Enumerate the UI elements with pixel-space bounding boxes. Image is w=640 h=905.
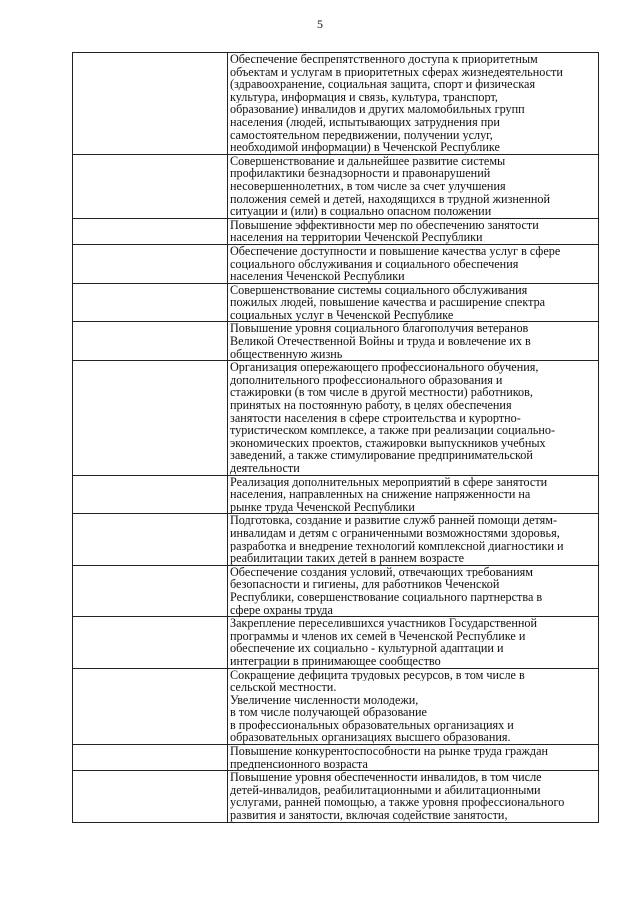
- table-cell-empty: [73, 514, 228, 565]
- table-cell-empty: [73, 361, 228, 475]
- goal-text-line: Великой Отечественной Войны и труда и вовлечение их в: [230, 335, 531, 348]
- table-cell-empty: [73, 218, 228, 244]
- goal-text-line: принятых на постоянную работу, в целях обеспечения: [230, 399, 512, 412]
- table-cell-empty: [73, 668, 228, 745]
- goal-text-line: Повышение уровня обеспеченности инвалидов, в том числе: [230, 771, 542, 784]
- goal-text-line: экономических проектов, стажировки выпускников учебных: [230, 436, 546, 450]
- table-row: [73, 475, 599, 514]
- table-row: [73, 745, 599, 771]
- table-row: [73, 514, 599, 565]
- goal-text-line: Обеспечение беспрепятственного доступа к приоритетным: [230, 53, 538, 66]
- table-cell-goal: [228, 771, 599, 822]
- goal-text-line: деятельности: [230, 462, 300, 475]
- goal-text-line: стажировки (в том числе в другой местности) работников,: [230, 386, 533, 400]
- table-cell-goal: [228, 361, 599, 475]
- goal-text-line: туристическом комплексе, а также при реализации социально-: [230, 424, 556, 437]
- table-row: [73, 322, 599, 361]
- table-cell-empty: [73, 745, 228, 771]
- table-cell-goal: [228, 154, 599, 218]
- goal-text-line: интеграции в принимающее сообщество: [230, 654, 441, 668]
- table-cell-goal: [228, 283, 599, 322]
- goals-table-body: [73, 53, 599, 823]
- table-cell-empty: [73, 475, 228, 514]
- goal-text-line: программы и членов их семей в Чеченской Республике и: [230, 629, 526, 643]
- goal-text-line: самостоятельном передвижении, получении услуг,: [230, 128, 493, 142]
- goal-text-line: Сокращение дефицита трудовых ресурсов, в том числе в: [230, 668, 525, 682]
- table-cell-goal: [228, 745, 599, 771]
- table-row: [73, 565, 599, 616]
- goal-text-line: дополнительного профессионального образования и: [230, 373, 503, 387]
- table-cell-goal: [228, 475, 599, 514]
- table-cell-goal: [228, 617, 599, 668]
- goal-text-line: разработка и внедрение технологий комплексной диагностики и: [230, 539, 564, 553]
- goal-text-line: реабилитации таких детей в раннем возрасте: [230, 552, 465, 565]
- goal-text-line: социальных услуг в Чеченской Республике: [230, 308, 454, 322]
- goal-text-line: Обеспечение создания условий, отвечающих требованиям: [230, 565, 533, 579]
- goal-text-line: населения Чеченской Республики: [230, 270, 405, 283]
- table-cell-empty: [73, 154, 228, 218]
- goal-text-line: услугами, ранней помощью, а также уровня профессионального: [230, 796, 565, 810]
- goal-text-line: Повышение конкурентоспособности на рынке труда граждан: [230, 745, 549, 758]
- goal-text-line: необходимой информации) в Чеченской Республике: [230, 141, 500, 154]
- table-cell-goal: [228, 565, 599, 616]
- goal-text-line: Обеспечение доступности и повышение качества услуг в сфере: [230, 244, 561, 258]
- table-row: [73, 154, 599, 218]
- goal-text-line: профилактики безнадзорности и правонарушений: [230, 167, 491, 180]
- goal-text-line: Повышение эффективности мер по обеспечению занятости: [230, 218, 539, 232]
- goals-table: [72, 52, 599, 823]
- goal-text-line: социального обслуживания и социального обеспечения: [230, 257, 519, 271]
- table-cell-empty: [73, 617, 228, 668]
- goal-text-line: Совершенствование и дальнейшее развитие системы: [230, 154, 506, 168]
- goal-text-line: сельской местности.: [230, 681, 337, 694]
- table-row: [73, 668, 599, 745]
- goal-text-line: общественную жизнь: [230, 347, 343, 361]
- table-row: [73, 244, 599, 283]
- table-cell-goal: [228, 514, 599, 565]
- table-cell-empty: [73, 322, 228, 361]
- goal-text-line: объектам и услугам в приоритетных сферах жизнедеятельности: [230, 65, 563, 79]
- table-row: [73, 283, 599, 322]
- goal-text-line: образовательных организациях высшего образования.: [230, 731, 511, 745]
- goal-text-line: несовершеннолетних, в том числе за счет улучшения: [230, 179, 506, 193]
- goal-text-line: Организация опережающего профессионального обучения,: [230, 361, 539, 374]
- table-cell-goal: [228, 218, 599, 244]
- goal-text-line: предпенсионного возраста: [230, 757, 368, 771]
- goal-text-line: положения семей и детей, находящихся в трудной жизненной: [230, 192, 550, 206]
- table-cell-goal: [228, 322, 599, 361]
- table-cell-empty: [73, 565, 228, 616]
- table-cell-empty: [73, 244, 228, 283]
- goal-text-line: образование) инвалидов и других маломобильных групп: [230, 103, 525, 116]
- table-cell-goal: [228, 244, 599, 283]
- table-row: [73, 361, 599, 475]
- goal-text-line: ситуации и (или) в социально опасном положении: [230, 205, 492, 218]
- goal-text-line: занятости населения в сфере строительства и курортно-: [230, 411, 521, 425]
- goal-text-line: Республики, совершенствование социального партнерства в: [230, 590, 543, 604]
- page-number: 5: [317, 17, 323, 31]
- goal-text-line: Реализация дополнительных мероприятий в сфере занятости: [230, 475, 548, 489]
- goal-text-line: пожилых людей, повышение качества и расширение спектра: [230, 296, 546, 309]
- table-cell-goal: [228, 53, 599, 155]
- goal-text-line: инвалидам и детям с ограниченными возможностями здоровья,: [230, 526, 560, 540]
- goal-text-line: детей-инвалидов, реабилитационными и абилитационными: [230, 783, 541, 797]
- table-row: [73, 53, 599, 155]
- goal-text-line: Повышение уровня социального благополучия ветеранов: [230, 322, 529, 336]
- goal-text-line: сфере охраны труда: [230, 603, 333, 617]
- table-row: [73, 218, 599, 244]
- table-cell-empty: [73, 283, 228, 322]
- goal-text-line: Увеличение численности молодежи,: [230, 693, 419, 707]
- table-cell-goal: [228, 668, 599, 745]
- goal-text-line: населения (людей, испытывающих затруднения при: [230, 115, 500, 129]
- table-cell-empty: [73, 771, 228, 822]
- goal-text-line: населения на территории Чеченской Республики: [230, 231, 483, 244]
- goal-text-line: (здравоохранение, социальная защита, спорт и физическая: [230, 78, 536, 91]
- table-cell-empty: [73, 53, 228, 155]
- goal-text-line: заведений, а также стимулирование предпринимательской: [230, 449, 533, 462]
- goal-text-line: развития и занятости, включая содействие занятости,: [230, 809, 508, 822]
- goal-text-line: Подготовка, создание и развитие служб ранней помощи детям-: [230, 514, 558, 527]
- table-row: [73, 617, 599, 668]
- goal-text-line: обеспечение их социально - культурной адаптации и: [230, 642, 504, 655]
- goal-text-line: населения, направленных на снижение напряженности на: [230, 488, 531, 501]
- goal-text-line: рынке труда Чеченской Республики: [230, 500, 415, 514]
- goal-text-line: в профессиональных образовательных организациях и: [230, 718, 514, 732]
- goal-text-line: в том числе получающей образование: [230, 706, 427, 719]
- goal-text-line: Закрепление переселившихся участников Государственной: [230, 617, 537, 630]
- table-row: [73, 771, 599, 822]
- goal-text-line: культура, информация и связь, культура, транспорт,: [230, 90, 498, 104]
- goal-text-line: Совершенствование системы социального обслуживания: [230, 283, 528, 297]
- goal-text-line: безопасности и гигиены, для работников Чеченской: [230, 578, 500, 591]
